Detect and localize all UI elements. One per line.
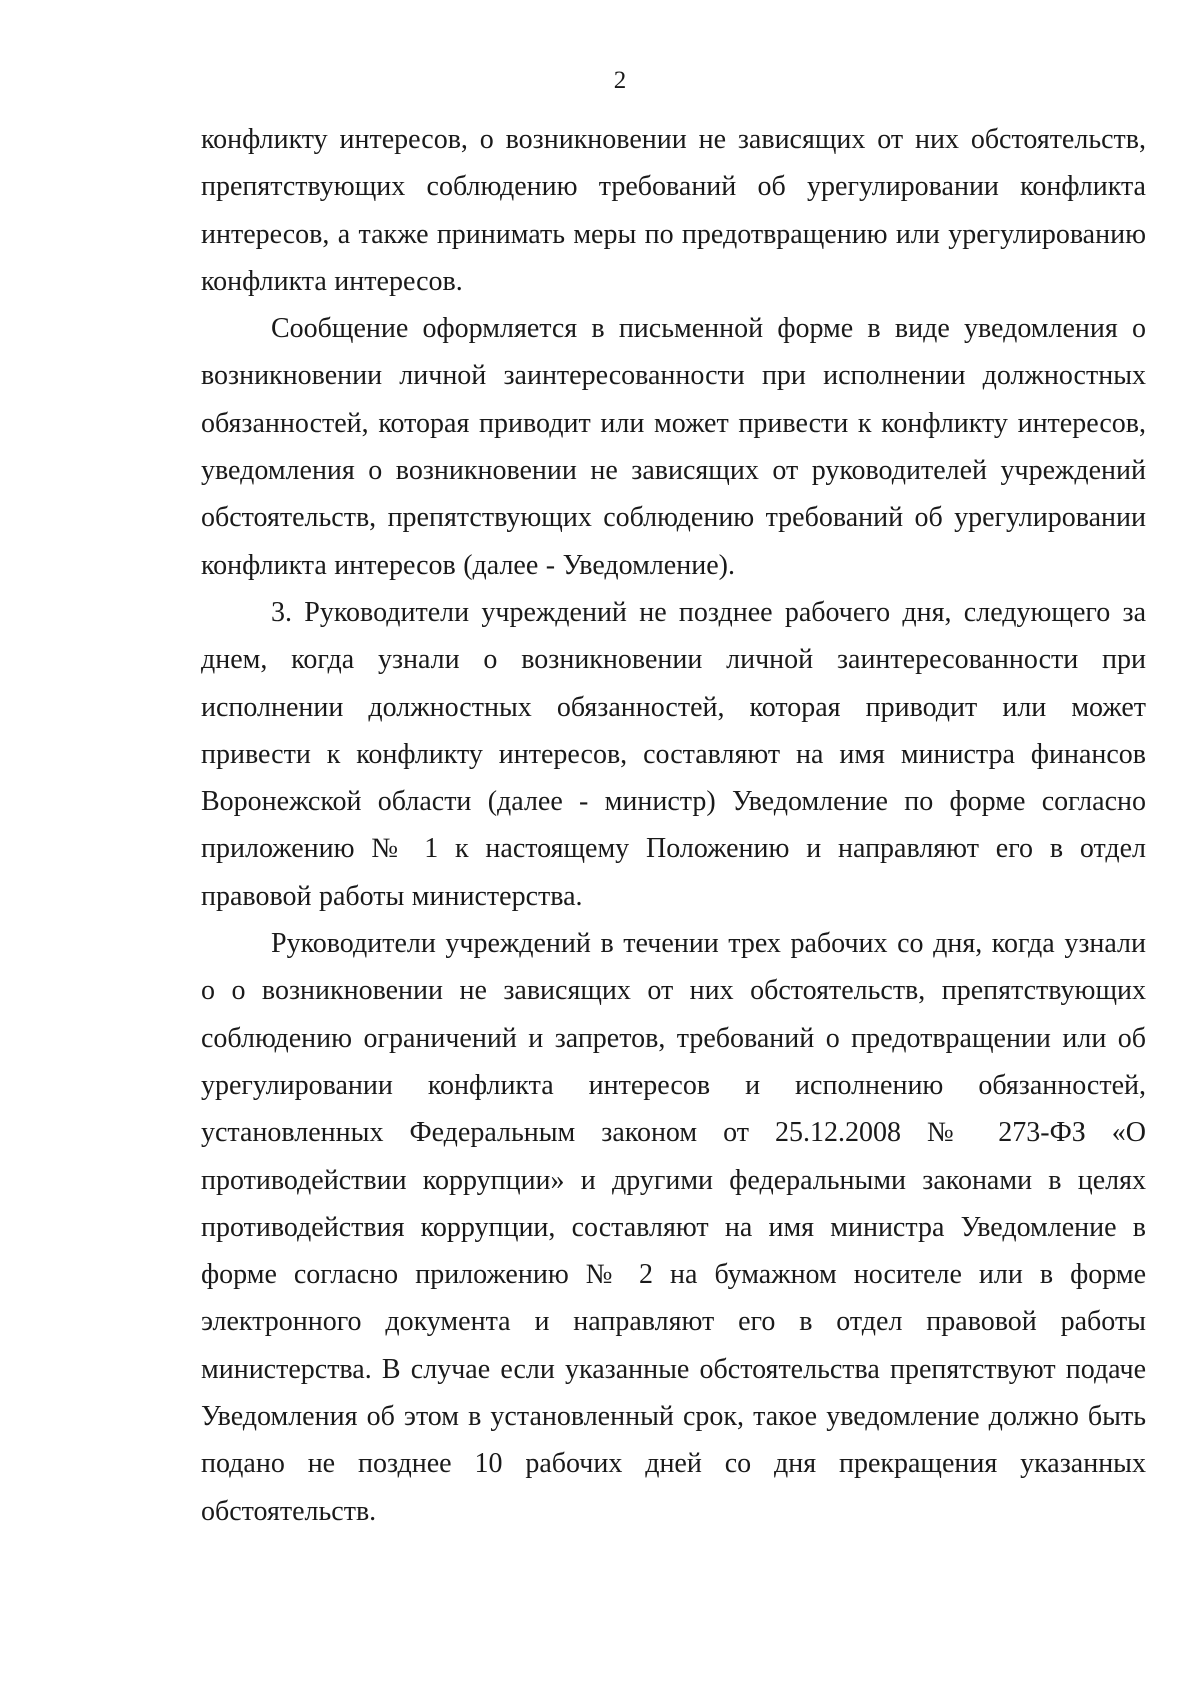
paragraph-continuation: конфликту интересов, о возникновении не зависящих от них обстоятельств, препятствующих соблюдению требований об урегулировании конфликта интересов, а также принимать меры по предотвращению или урегулированию конфликта интересов. xyxy=(201,124,1146,297)
paragraph-notification-form: Сообщение оформляется в письменной форме в виде уведомления о возникновении личной заинтересованности при исполнении должностных обязанностей, которая приводит или может привести к конфликту интересов, уведомления о возникновении не зависящих от руководителей учреждений обстоятельств, препятствующих соблюдению требований об урегулировании конфликта интересов (далее - Уведомление). xyxy=(201,313,1146,581)
paragraph-item-3: 3. Руководители учреждений не позднее рабочего дня, следующего за днем, когда узнали о возникновении личной заинтересованности при исполнении должностных обязанностей, которая приводит или может привести к конфликту интересов, составляют на имя министра финансов Воронежской области (далее - министр) Уведомление по форме согласно приложению № 1 к настоящему Положению и направляют его в отдел правовой работы министерства. xyxy=(201,596,1146,912)
document-body xyxy=(201,116,1146,1535)
paragraph-circumstances-notice: Руководители учреждений в течении трех рабочих со дня, когда узнали о о возникновении не зависящих от них обстоятельств, препятствующих соблюдению ограничений и запретов, требований о предотвращении или об урегулировании конфликта интересов и исполнению обязанностей, установленных Федеральным законом от 25.12.2008 № 273-ФЗ «О противодействии коррупции» и другими федеральными законами в целях противодействия коррупции, составляют на имя министра Уведомление в форме согласно приложению № 2 на бумажном носителе или в форме электронного документа и направляют его в отдел правовой работы министерства. В случае если указанные обстоятельства препятствуют подаче Уведомления об этом в установленный срок, такое уведомление должно быть подано не позднее 10 рабочих дней со дня прекращения указанных обстоятельств. xyxy=(201,928,1146,1527)
page-number: 2 xyxy=(613,67,627,94)
